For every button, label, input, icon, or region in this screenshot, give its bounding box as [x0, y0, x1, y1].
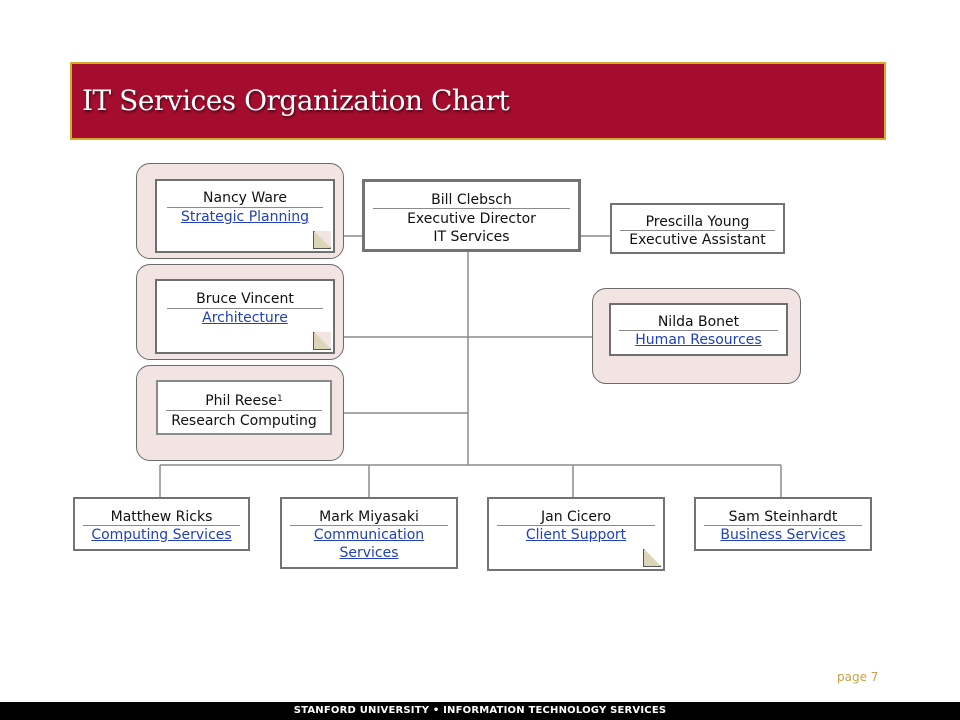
- mark-name: Mark Miyasaki: [319, 509, 419, 525]
- divider: [373, 208, 570, 209]
- director-name: Bill Clebsch: [431, 192, 512, 208]
- page-number: page 7: [837, 670, 879, 684]
- box-matthew-ricks: [73, 497, 250, 551]
- box-bill-clebsch: [362, 179, 581, 252]
- sam-name: Sam Steinhardt: [728, 509, 838, 525]
- communication-services-link-line1[interactable]: Communication: [313, 527, 425, 543]
- communication-services-link-line2[interactable]: Services: [339, 545, 399, 561]
- strategic-planning-link[interactable]: Strategic Planning: [180, 209, 310, 225]
- box-sam-steinhardt: [694, 497, 872, 551]
- box-jan-cicero: [487, 497, 665, 571]
- footnote-marker: 1: [277, 394, 283, 404]
- note-icon: [313, 231, 331, 249]
- human-resources-link[interactable]: Human Resources: [635, 332, 762, 348]
- divider: [166, 410, 322, 411]
- director-dept: IT Services: [433, 229, 510, 245]
- slide-title: IT Services Organization Chart: [82, 84, 510, 117]
- matthew-name: Matthew Ricks: [110, 509, 213, 525]
- assistant-title: Executive Assistant: [629, 232, 766, 248]
- bruce-name: Bruce Vincent: [196, 291, 294, 307]
- footer-bar: [0, 702, 960, 720]
- computing-services-link[interactable]: Computing Services: [91, 527, 232, 543]
- footer-text: STANFORD UNIVERSITY • INFORMATION TECHNOLOGY SERVICES: [293, 705, 667, 716]
- note-icon: [313, 332, 331, 350]
- phil-name-line: [158, 392, 330, 410]
- architecture-link[interactable]: Architecture: [202, 310, 288, 326]
- business-services-link[interactable]: Business Services: [720, 527, 846, 543]
- assistant-name: Prescilla Young: [645, 214, 750, 230]
- phil-name: Phil Reese: [205, 393, 278, 409]
- box-mark-miyasaki: [280, 497, 458, 569]
- director-title: Executive Director: [407, 211, 536, 227]
- box-nilda-bonet: [609, 303, 788, 356]
- box-prescilla-young: [610, 203, 785, 254]
- note-icon: [643, 549, 661, 567]
- jan-name: Jan Cicero: [540, 509, 612, 525]
- box-bruce-vincent: [155, 279, 335, 354]
- box-phil-reese: [156, 380, 332, 435]
- box-nancy-ware: [155, 179, 335, 253]
- client-support-link[interactable]: Client Support: [525, 527, 627, 543]
- phil-title: Research Computing: [171, 413, 317, 429]
- nancy-name: Nancy Ware: [203, 190, 287, 206]
- nilda-name: Nilda Bonet: [657, 314, 740, 330]
